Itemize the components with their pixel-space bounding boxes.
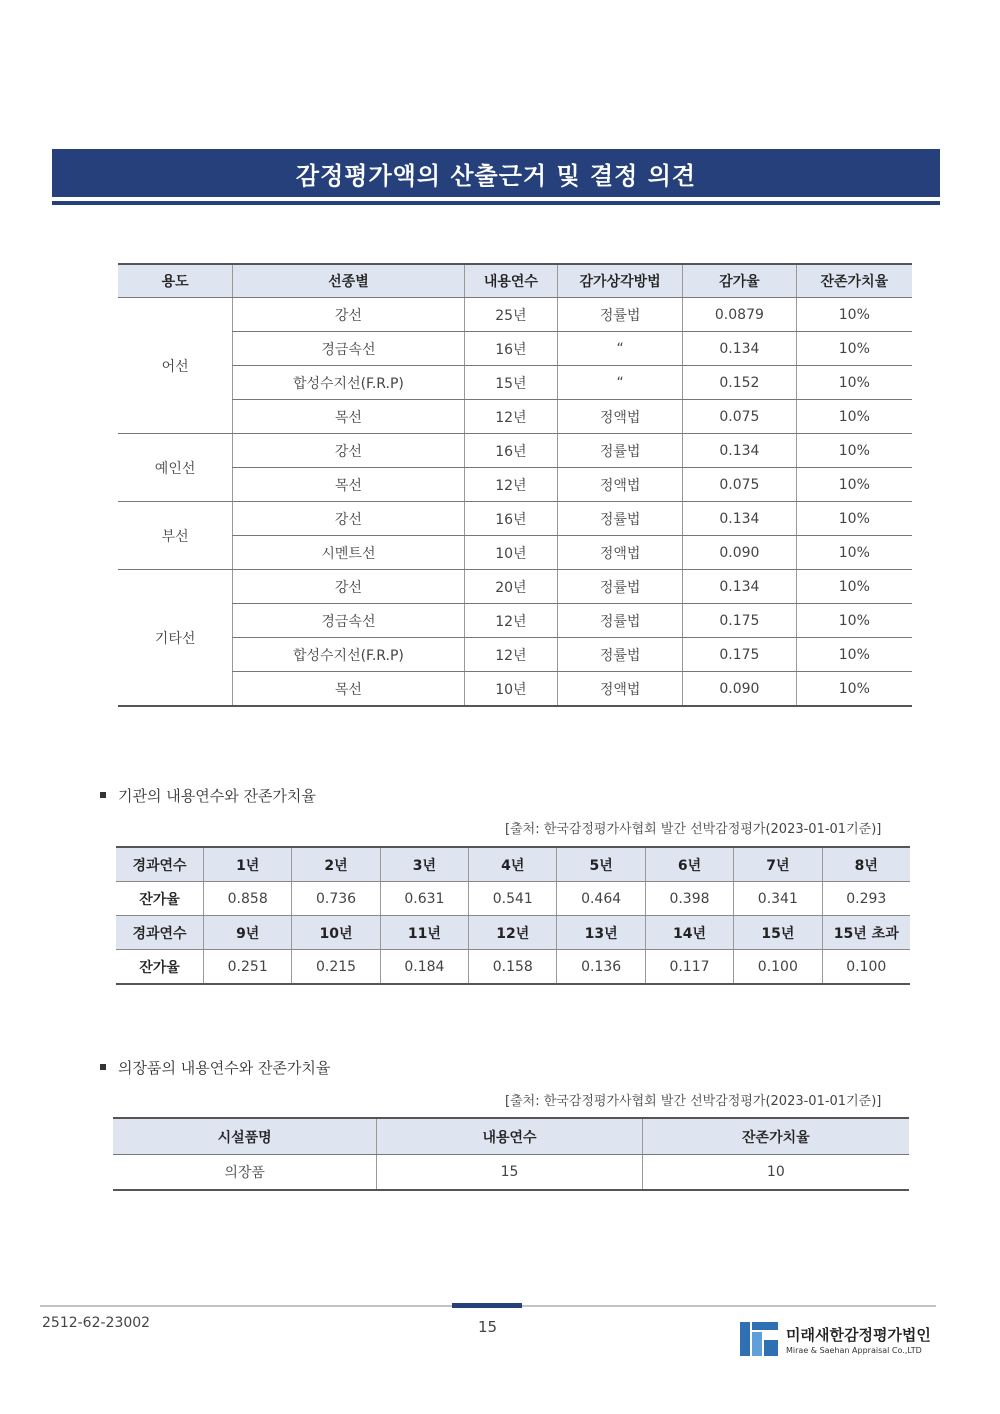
vessel-type-cell: 강선 <box>233 298 464 332</box>
year-cell: 14년 <box>645 916 733 950</box>
outfit-residual-table <box>113 1117 909 1191</box>
vessel-depreciation-table <box>118 263 912 707</box>
table-row <box>118 604 912 638</box>
table-row <box>118 502 912 536</box>
rate-cell: 0.541 <box>469 882 557 916</box>
residual-cell: 10% <box>796 468 912 502</box>
col-header-vessel-type: 선종별 <box>233 264 464 298</box>
rate-label: 잔가율 <box>116 882 204 916</box>
engine-years-row-2 <box>116 916 910 950</box>
rate-cell: 0.464 <box>557 882 645 916</box>
rate-cell: 0.398 <box>645 882 733 916</box>
year-cell: 12년 <box>469 916 557 950</box>
table-row <box>118 400 912 434</box>
table-header-row <box>118 264 912 298</box>
document-number: 2512-62-23002 <box>42 1315 151 1331</box>
rate-cell: 0.075 <box>683 400 796 434</box>
bullet-icon <box>100 1064 106 1070</box>
company-name-kr: 미래새한감정평가법인 <box>786 1325 931 1344</box>
table-row <box>118 468 912 502</box>
title-underline <box>52 201 940 205</box>
rate-cell: 0.090 <box>683 536 796 570</box>
table-row <box>118 672 912 707</box>
col-header-useful-life: 내용연수 <box>377 1118 642 1155</box>
rate-cell: 0.134 <box>683 332 796 366</box>
table-row <box>118 536 912 570</box>
rate-cell: 0.117 <box>645 950 733 985</box>
useful-life-cell: 16년 <box>464 434 557 468</box>
usage-cell: 예인선 <box>118 434 233 502</box>
vessel-type-cell: 시멘트선 <box>233 536 464 570</box>
residual-cell: 10% <box>796 366 912 400</box>
method-cell: 정률법 <box>558 502 683 536</box>
vessel-type-cell: 목선 <box>233 672 464 707</box>
col-header-usage: 용도 <box>118 264 233 298</box>
year-cell: 7년 <box>734 847 822 882</box>
year-cell: 11년 <box>380 916 468 950</box>
residual-rate-cell: 10 <box>642 1155 909 1191</box>
year-cell: 6년 <box>645 847 733 882</box>
bullet-icon <box>100 792 106 798</box>
page-title: 감정평가액의 산출근거 및 결정 의견 <box>295 161 697 190</box>
rate-cell: 0.293 <box>822 882 910 916</box>
engine-rates-row-1 <box>116 882 910 916</box>
company-logo-icon <box>740 1320 780 1358</box>
outfit-source-note: [출처: 한국감정평가사협회 발간 선박감정평가(2023-01-01기준)] <box>505 1094 882 1109</box>
rate-cell: 0.631 <box>380 882 468 916</box>
table-row <box>118 570 912 604</box>
year-cell: 1년 <box>204 847 292 882</box>
table-row <box>118 366 912 400</box>
residual-cell: 10% <box>796 298 912 332</box>
rate-cell: 0.100 <box>822 950 910 985</box>
table-row <box>118 434 912 468</box>
col-header-residual-rate: 잔존가치율 <box>642 1118 909 1155</box>
vessel-type-cell: 합성수지선(F.R.P) <box>233 638 464 672</box>
year-cell: 5년 <box>557 847 645 882</box>
residual-cell: 10% <box>796 434 912 468</box>
useful-life-cell: 15년 <box>464 366 557 400</box>
rate-cell: 0.136 <box>557 950 645 985</box>
vessel-table-body <box>118 298 912 707</box>
residual-cell: 10% <box>796 332 912 366</box>
vessel-type-cell: 경금속선 <box>233 332 464 366</box>
method-cell: 정액법 <box>558 468 683 502</box>
year-cell: 3년 <box>380 847 468 882</box>
engine-section-title: 기관의 내용연수와 잔존가치율 <box>100 785 316 806</box>
method-cell: 정액법 <box>558 400 683 434</box>
rate-cell: 0.090 <box>683 672 796 707</box>
useful-life-cell: 10년 <box>464 536 557 570</box>
title-banner <box>52 149 940 197</box>
rate-cell: 0.152 <box>683 366 796 400</box>
vessel-type-cell: 목선 <box>233 400 464 434</box>
residual-cell: 10% <box>796 400 912 434</box>
usage-cell: 부선 <box>118 502 233 570</box>
year-cell: 8년 <box>822 847 910 882</box>
table-header-row <box>113 1118 909 1155</box>
year-cell: 2년 <box>292 847 380 882</box>
method-cell: 정률법 <box>558 434 683 468</box>
vessel-type-cell: 목선 <box>233 468 464 502</box>
useful-life-cell: 16년 <box>464 332 557 366</box>
col-header-useful-life: 내용연수 <box>464 264 557 298</box>
method-cell: 정액법 <box>558 536 683 570</box>
rate-label: 잔가율 <box>116 950 204 985</box>
col-header-residual-rate: 잔존가치율 <box>796 264 912 298</box>
year-label: 경과연수 <box>116 916 204 950</box>
year-label: 경과연수 <box>116 847 204 882</box>
vessel-type-cell: 강선 <box>233 502 464 536</box>
year-cell: 13년 <box>557 916 645 950</box>
col-header-item-name: 시설품명 <box>113 1118 377 1155</box>
method-cell: “ <box>558 366 683 400</box>
rate-cell: 0.075 <box>683 468 796 502</box>
year-cell: 4년 <box>469 847 557 882</box>
useful-life-cell: 12년 <box>464 400 557 434</box>
col-header-depreciation-rate: 감가율 <box>683 264 796 298</box>
engine-residual-table <box>116 846 910 985</box>
method-cell: 정액법 <box>558 672 683 707</box>
method-cell: 정률법 <box>558 638 683 672</box>
useful-life-cell: 10년 <box>464 672 557 707</box>
useful-life-cell: 12년 <box>464 468 557 502</box>
useful-life-cell: 12년 <box>464 638 557 672</box>
item-name-cell: 의장품 <box>113 1155 377 1191</box>
rate-cell: 0.134 <box>683 502 796 536</box>
residual-cell: 10% <box>796 672 912 707</box>
page-number: 15 <box>478 1318 498 1336</box>
rate-cell: 0.341 <box>734 882 822 916</box>
method-cell: 정률법 <box>558 604 683 638</box>
rate-cell: 0.175 <box>683 638 796 672</box>
engine-years-row-1 <box>116 847 910 882</box>
usage-cell: 기타선 <box>118 570 233 707</box>
table-row <box>118 298 912 332</box>
engine-rates-row-2 <box>116 950 910 985</box>
company-name-en: Mirae & Saehan Appraisal Co.,LTD <box>786 1345 922 1355</box>
col-header-depreciation-method: 감가상각방법 <box>558 264 683 298</box>
rate-cell: 0.100 <box>734 950 822 985</box>
useful-life-cell: 15 <box>377 1155 642 1191</box>
residual-cell: 10% <box>796 638 912 672</box>
outfit-section-title: 의장품의 내용연수와 잔존가치율 <box>100 1057 330 1078</box>
rate-cell: 0.134 <box>683 570 796 604</box>
useful-life-cell: 20년 <box>464 570 557 604</box>
rate-cell: 0.134 <box>683 434 796 468</box>
usage-cell: 어선 <box>118 298 233 434</box>
rate-cell: 0.251 <box>204 950 292 985</box>
year-cell: 9년 <box>204 916 292 950</box>
useful-life-cell: 12년 <box>464 604 557 638</box>
table-row <box>118 638 912 672</box>
method-cell: 정률법 <box>558 570 683 604</box>
method-cell: “ <box>558 332 683 366</box>
rate-cell: 0.184 <box>380 950 468 985</box>
residual-cell: 10% <box>796 604 912 638</box>
rate-cell: 0.0879 <box>683 298 796 332</box>
table-row <box>118 332 912 366</box>
company-logo <box>740 1320 931 1358</box>
year-cell: 10년 <box>292 916 380 950</box>
year-cell: 15년 초과 <box>822 916 910 950</box>
vessel-type-cell: 경금속선 <box>233 604 464 638</box>
footer-accent-bar <box>452 1303 522 1308</box>
vessel-type-cell: 합성수지선(F.R.P) <box>233 366 464 400</box>
vessel-type-cell: 강선 <box>233 434 464 468</box>
vessel-type-cell: 강선 <box>233 570 464 604</box>
rate-cell: 0.736 <box>292 882 380 916</box>
residual-cell: 10% <box>796 570 912 604</box>
rate-cell: 0.215 <box>292 950 380 985</box>
residual-cell: 10% <box>796 502 912 536</box>
table-row <box>113 1155 909 1191</box>
engine-source-note: [출처: 한국감정평가사협회 발간 선박감정평가(2023-01-01기준)] <box>505 822 882 837</box>
year-cell: 15년 <box>734 916 822 950</box>
useful-life-cell: 25년 <box>464 298 557 332</box>
residual-cell: 10% <box>796 536 912 570</box>
rate-cell: 0.158 <box>469 950 557 985</box>
rate-cell: 0.858 <box>204 882 292 916</box>
rate-cell: 0.175 <box>683 604 796 638</box>
method-cell: 정률법 <box>558 298 683 332</box>
useful-life-cell: 16년 <box>464 502 557 536</box>
